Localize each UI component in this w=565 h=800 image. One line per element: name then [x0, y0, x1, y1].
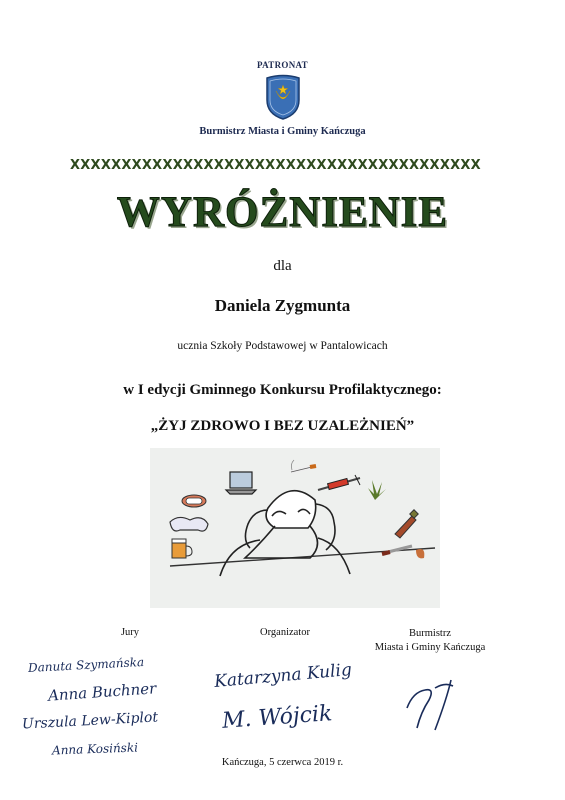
organizer-signature-1: Katarzyna Kulig [213, 660, 353, 692]
mayor-label-line1: Burmistrz [409, 628, 451, 639]
game-controller-icon [170, 517, 208, 531]
jury-signature-2: Anna Buchner [47, 679, 157, 705]
organizer-signature-2: M. Wójcik [221, 701, 334, 734]
addiction-illustration [150, 448, 440, 608]
coat-of-arms-icon [264, 74, 302, 120]
ornamental-border: XXXXXXXXXXXXXXXXXXXXXXXXXXXXXXXXXXXXXXXX [70, 158, 481, 173]
certificate-title: WYRÓŻNIENIE [116, 189, 449, 236]
for-label: dla [273, 258, 292, 274]
recipient-description: ucznia Szkoły Podstawowej w Pantalowicach [177, 340, 388, 352]
organizer-label: Organizator [260, 627, 310, 638]
mayor-label-line2: Miasta i Gminy Kańczuga [374, 642, 486, 653]
jury-signature-1: Danuta Szymańska [27, 654, 145, 676]
mayor-label [345, 627, 515, 655]
competition-slogan: „ŻYJ ZDROWO I BEZ UZALEŻNIEŃ” [150, 418, 415, 434]
laptop-icon [226, 472, 256, 494]
recipient-name: Daniela Zygmunta [214, 296, 351, 315]
jury-signature-4: Anna Kosiński [51, 740, 139, 758]
place-and-date: Kańczuga, 5 czerwca 2019 r. [221, 757, 344, 768]
competition-name: w I edycji Gminnego Konkursu Profilaktycznego: [123, 382, 442, 398]
jury-label: Jury [120, 627, 140, 638]
patronat-label: PATRONAT [257, 60, 308, 70]
patron-name: Burmistrz Miasta i Gminy Kańczuga [199, 126, 366, 137]
pills-icon [182, 495, 206, 507]
mayor-signature [395, 668, 475, 738]
jury-signature-3: Urszula Lew-Kiplot [21, 709, 159, 733]
